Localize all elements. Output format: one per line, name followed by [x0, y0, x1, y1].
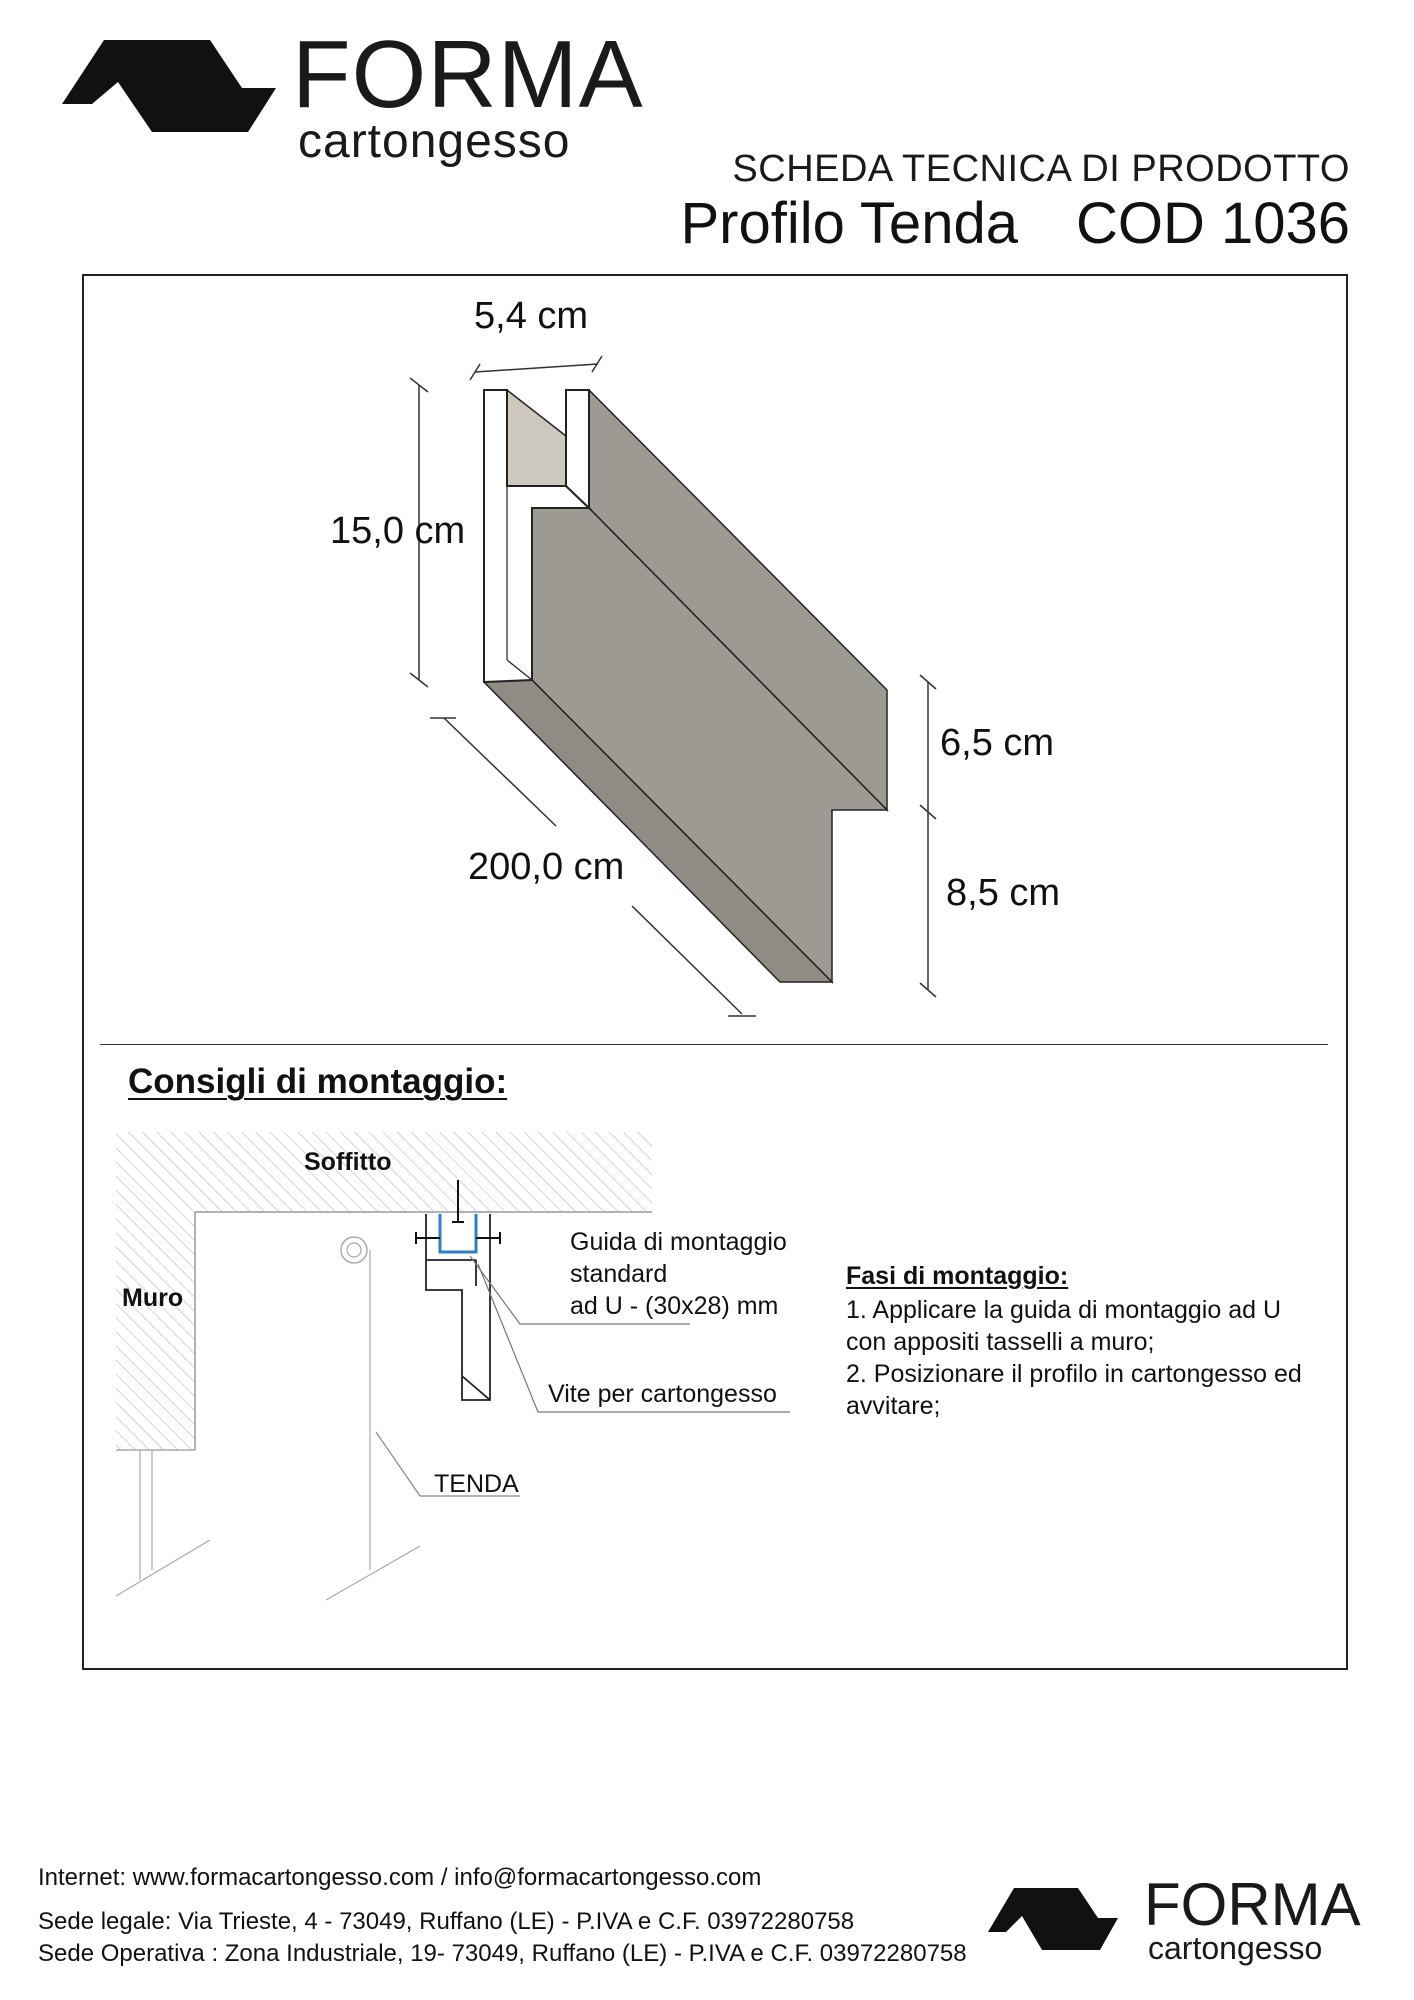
footer-operating-office: Sede Operativa : Zona Industriale, 19- 73049, Ruffano (LE) - P.IVA e C.F. 03972280758: [38, 1940, 967, 1967]
product-name: Profilo Tenda: [680, 191, 1018, 256]
footer-legal-office: Sede legale: Via Trieste, 4 - 73049, Ruffano (LE) - P.IVA e C.F. 03972280758: [38, 1908, 855, 1935]
brand-name: FORMA: [292, 21, 644, 128]
mounting-steps: [846, 1260, 1326, 1422]
dim-lower-step-label: 8,5 cm: [946, 872, 1061, 914]
label-guide-line2: standard: [570, 1260, 668, 1288]
mounted-profile: [426, 1214, 490, 1400]
steps-title: Fasi di montaggio:: [846, 1262, 1069, 1290]
dim-length-label: 200,0 cm: [468, 846, 625, 888]
doc-type: SCHEDA TECNICA DI PRODOTTO: [732, 148, 1350, 190]
label-ceiling: Soffitto: [304, 1148, 392, 1176]
step-1: 1. Applicare la guida di montaggio ad U con appositi tasselli a muro;: [846, 1296, 1282, 1356]
footer-brand-tagline: cartongesso: [1148, 1930, 1323, 1966]
footer-internet: Internet: www.formacartongesso.com / info@formacartongesso.com: [38, 1864, 762, 1891]
label-guide-line1: Guida di montaggio: [570, 1228, 787, 1256]
brand-tagline: cartongesso: [298, 115, 571, 168]
dim-height-label: 15,0 cm: [330, 510, 466, 552]
dim-width-label: 5,4 cm: [474, 295, 589, 337]
mounting-title: Consigli di montaggio:: [128, 1062, 508, 1101]
label-curtain: TENDA: [434, 1470, 519, 1498]
product-code: COD 1036: [1075, 191, 1350, 256]
curtain-roller-icon: [341, 1237, 367, 1263]
step-2: 2. Posizionare il profilo in cartongesso ed avvitare;: [846, 1360, 1302, 1420]
footer-brand-name: FORMA: [1144, 1871, 1361, 1938]
label-guide-line3: ad U - (30x28) mm: [570, 1292, 779, 1320]
label-screw: Vite per cartongesso: [548, 1380, 777, 1408]
label-wall: Muro: [122, 1284, 184, 1312]
dim-upper-step-label: 6,5 cm: [940, 722, 1055, 764]
